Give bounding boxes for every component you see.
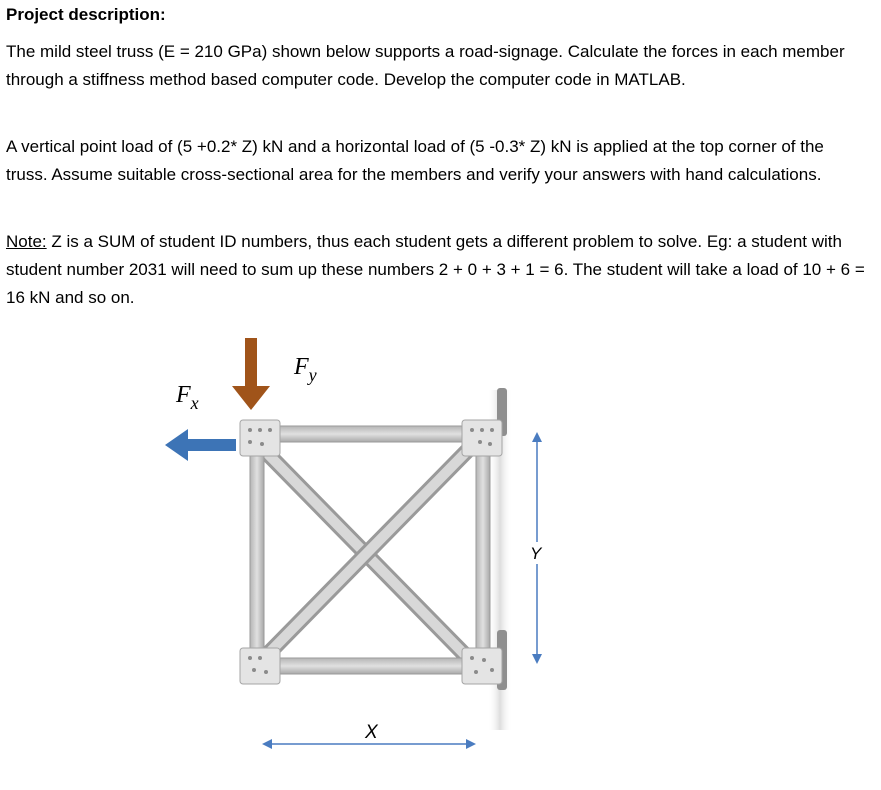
fx-label: $F_x$ — [176, 382, 199, 413]
note-text: Z is a SUM of student ID numbers, thus each student gets a different problem to solve. Eg: a student with student number 2031 will need to sum up these numbers 2 + 0 + 3 + 1 = 6. The student will take a load of 10 + 6 = 16 kN and so on. — [6, 232, 865, 307]
truss-diagram — [150, 330, 570, 770]
paragraph-material: The mild steel truss (E = 210 GPa) shown below supports a road-signage. Calculate the forces in each member through a stiffness method based computer code. Develop the computer code in MATLAB. — [6, 42, 845, 89]
y-dimension-label: Y — [530, 544, 542, 563]
horizontal-load-arrow — [165, 429, 236, 461]
top-member — [260, 426, 480, 442]
gusset-plate-bottom-right — [462, 648, 502, 684]
gusset-plate-top-left — [240, 420, 280, 456]
bottom-member — [260, 658, 480, 674]
truss-figure — [150, 330, 570, 770]
project-heading: Project description: — [6, 5, 166, 24]
paragraph-loads: A vertical point load of (5 +0.2* Z) kN and a horizontal load of (5 -0.3* Z) kN is applied at the top corner of the truss. Assume suitable cross-sectional area for the members and verify your answers with hand calculations. — [6, 137, 824, 184]
fy-label: $F_y$ — [294, 354, 317, 385]
gusset-plate-bottom-left — [240, 648, 280, 684]
gusset-plate-top-right — [462, 420, 502, 456]
left-member — [250, 438, 264, 664]
note-label: Note: — [6, 232, 47, 251]
vertical-load-arrow — [232, 338, 270, 410]
x-dimension-label: X — [365, 722, 378, 743]
paragraph-note — [6, 228, 866, 312]
right-member — [476, 438, 490, 664]
